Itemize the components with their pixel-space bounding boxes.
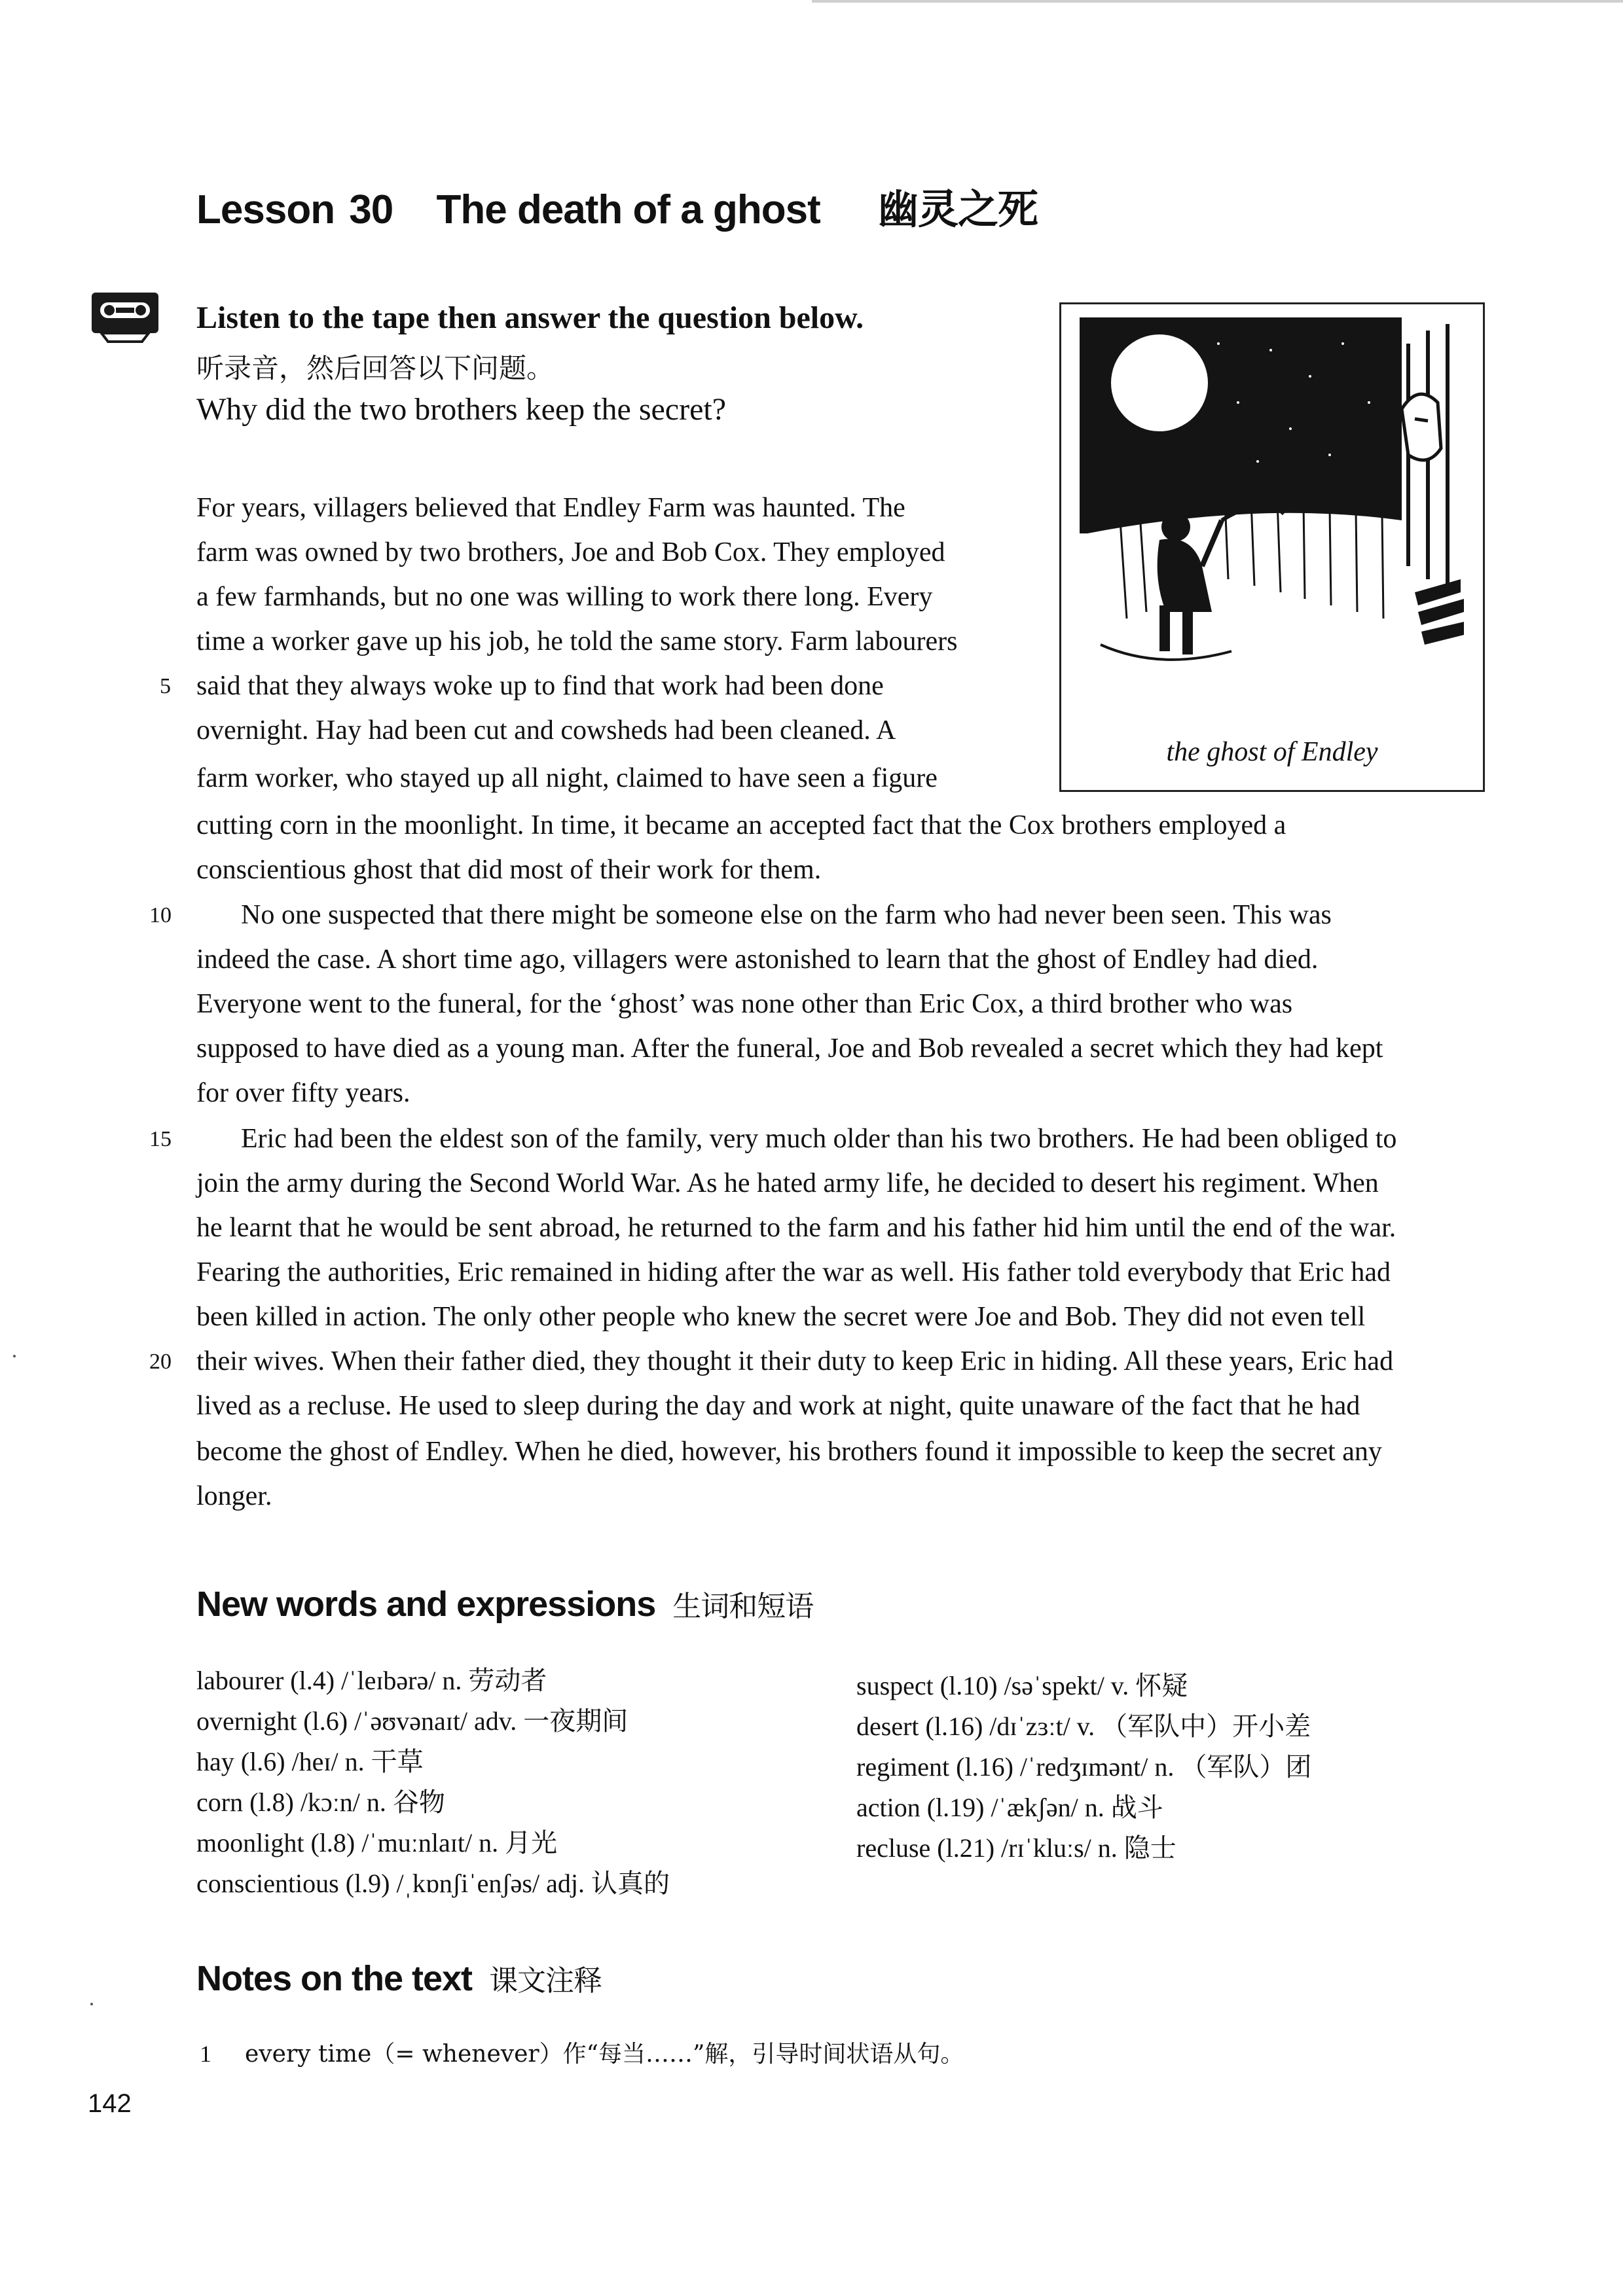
passage-line: No one suspected that there might be someone else on the farm who had never been seen. This was xyxy=(241,900,1332,930)
night-scene-farmhand-cutting-hay-icon xyxy=(1061,304,1483,723)
margin-speck xyxy=(90,2003,93,2005)
passage-line: conscientious ghost that did most of their work for them. xyxy=(196,855,822,885)
line-number: 15 xyxy=(149,1127,172,1151)
vocabulary-heading-en: New words and expressions xyxy=(196,1585,656,1624)
passage-line: for over fifty years. xyxy=(196,1078,410,1108)
vocab-entry: moonlight (l.8) /ˈmuːnlaɪt/ n. 月光 xyxy=(196,1828,558,1857)
passage-line: become the ghost of Endley. When he died, however, his brothers found it impossible to keep the secret any xyxy=(196,1437,1382,1467)
passage-line: indeed the case. A short time ago, villagers were astonished to learn that the ghost of Endley had died. xyxy=(196,944,1319,975)
passage-line: supposed to have died as a young man. After the funeral, Joe and Bob revealed a secret which they had kept xyxy=(196,1033,1383,1064)
instruction-cn: 听录音，然后回答以下问题。 xyxy=(196,352,555,384)
question: Why did the two brothers keep the secret? xyxy=(196,392,727,427)
notes-heading-cn: 课文注释 xyxy=(489,1964,602,1998)
top-edge-rule xyxy=(812,0,1623,3)
page-number: 142 xyxy=(88,2089,132,2118)
margin-speck xyxy=(13,1355,16,1357)
passage-line: farm worker, who stayed up all night, claimed to have seen a figure xyxy=(196,763,938,793)
vocab-entry: suspect (l.10) /səˈspekt/ v. 怀疑 xyxy=(856,1671,1188,1700)
passage-line: time a worker gave up his job, he told the same story. Farm labourers xyxy=(196,626,958,656)
vocab-entry: corn (l.8) /kɔːn/ n. 谷物 xyxy=(196,1787,445,1817)
passage-line: their wives. When their father died, they thought it their duty to keep Eric in hiding. All these years, Eric had xyxy=(196,1346,1394,1376)
lesson-title-en: The death of a ghost xyxy=(436,187,820,232)
passage-line: Everyone went to the funeral, for the ‘ghost’ was none other than Eric Cox, a third brother who was xyxy=(196,989,1293,1019)
illustration-frame xyxy=(1059,302,1485,792)
passage-line: longer. xyxy=(196,1481,272,1511)
vocabulary-heading-cn: 生词和短语 xyxy=(672,1590,814,1623)
vocabulary-heading xyxy=(196,1583,813,1624)
passage-line: lived as a recluse. He used to sleep during the day and work at night, quite unaware of the fact that he had xyxy=(196,1391,1360,1421)
instruction-en: Listen to the tape then answer the question below. xyxy=(196,300,864,335)
lesson-title-cn: 幽灵之死 xyxy=(877,187,1038,232)
vocab-entry: action (l.19) /ˈækʃən/ n. 战斗 xyxy=(856,1793,1163,1822)
line-number: 10 xyxy=(149,903,172,927)
line-number: 20 xyxy=(149,1350,172,1374)
vocab-entry: labourer (l.4) /ˈleɪbərə/ n. 劳动者 xyxy=(196,1666,547,1695)
vocab-entry: recluse (l.21) /rɪˈkluːs/ n. 隐士 xyxy=(856,1833,1176,1863)
vocab-entry: hay (l.6) /heɪ/ n. 干草 xyxy=(196,1747,424,1776)
vocab-entry: regiment (l.16) /ˈredʒɪmənt/ n. （军队）团 xyxy=(856,1752,1312,1782)
notes-heading-en: Notes on the text xyxy=(196,1959,473,1998)
passage-line: join the army during the Second World War. As he hated army life, he decided to desert his regiment. When xyxy=(196,1168,1379,1198)
passage-line: cutting corn in the moonlight. In time, it became an accepted fact that the Cox brothers employed a xyxy=(196,810,1286,840)
passage-line: been killed in action. The only other people who knew the secret were Joe and Bob. They did not even tell xyxy=(196,1302,1366,1332)
illustration-caption: the ghost of Endley xyxy=(1166,737,1378,767)
note-text: every time（= whenever）作“每当……”解，引导时间状语从句。 xyxy=(245,2041,964,2068)
passage-line: said that they always woke up to find that work had been done xyxy=(196,671,884,701)
notes-heading xyxy=(196,1957,602,1999)
passage-line: farm was owned by two brothers, Joe and Bob Cox. They employed xyxy=(196,537,945,567)
passage-line: For years, villagers believed that Endley Farm was haunted. The xyxy=(196,493,905,523)
lesson-label: Lesson xyxy=(196,187,335,232)
vocab-entry: conscientious (l.9) /ˌkɒnʃiˈenʃəs/ adj. 认真的 xyxy=(196,1869,670,1898)
lesson-number: 30 xyxy=(349,187,393,232)
vocab-entry: overnight (l.6) /ˈəʊvənaɪt/ adv. 一夜期间 xyxy=(196,1706,629,1736)
note-item xyxy=(200,2036,964,2069)
lesson-title xyxy=(196,177,1038,235)
note-number: 1 xyxy=(200,2041,211,2067)
passage-line: overnight. Hay had been cut and cowsheds had been cleaned. A xyxy=(196,715,896,745)
cassette-tape-icon xyxy=(90,291,160,343)
line-number: 5 xyxy=(160,674,171,698)
vocab-entry: desert (l.16) /dɪˈzɜːt/ v. （军队中）开小差 xyxy=(856,1712,1311,1741)
passage-line: a few farmhands, but no one was willing to work there long. Every xyxy=(196,582,933,612)
passage-line: he learnt that he would be sent abroad, he returned to the farm and his father hid him until the end of the war. xyxy=(196,1213,1396,1243)
passage-line: Fearing the authorities, Eric remained in hiding after the war as well. His father told everybody that Eric had xyxy=(196,1257,1391,1287)
passage-line: Eric had been the eldest son of the family, very much older than his two brothers. He had been obliged to xyxy=(241,1124,1397,1154)
